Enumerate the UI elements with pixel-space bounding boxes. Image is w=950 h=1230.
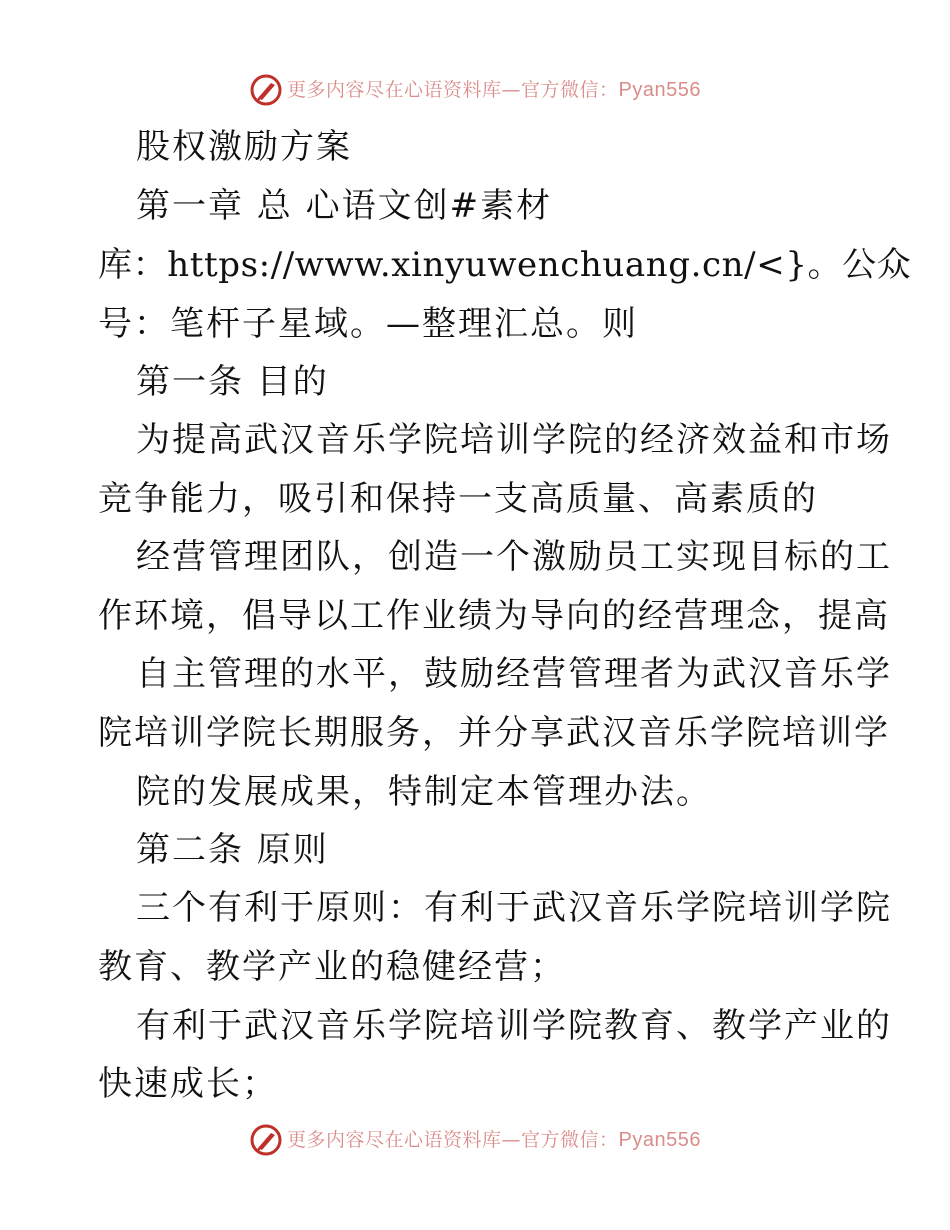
footer-watermark-text: 更多内容尽在心语资料库—官方微信：Pyan556 <box>287 1129 701 1151</box>
text-line: 院的发展成果，特制定本管理办法。 <box>136 772 712 812</box>
text-line: 三个有利于原则：有利于武汉音乐学院培训学院 <box>136 888 892 928</box>
text-line: 作环境，倡导以工作业绩为导向的经营理念，提高 <box>98 596 890 636</box>
header-watermark-banner <box>0 70 950 110</box>
text-line: 自主管理的水平，鼓励经营管理者为武汉音乐学 <box>136 654 892 694</box>
text-line: 竞争能力，吸引和保持一支高质量、高素质的 <box>98 479 818 519</box>
quill-logo-icon <box>249 73 283 107</box>
text-line: 有利于武汉音乐学院培训学院教育、教学产业的 <box>136 1006 892 1046</box>
text-line: 院培训学院长期服务，并分享武汉音乐学院培训学 <box>98 713 890 753</box>
text-line: 快速成长； <box>98 1064 278 1104</box>
text-line: 为提高武汉音乐学院培训学院的经济效益和市场 <box>136 420 892 460</box>
article-heading: 第一条 目的 <box>136 362 329 402</box>
text-line: 教育、教学产业的稳健经营； <box>98 947 566 987</box>
document-title: 股权激励方案 <box>136 127 352 167</box>
chapter-heading: 第一章 总 心语文创#素材 <box>136 186 553 226</box>
text-line: 号：笔杆子星域。—整理汇总。则 <box>98 304 638 344</box>
article-heading: 第二条 原则 <box>136 830 329 870</box>
footer-watermark-banner <box>0 1120 950 1160</box>
text-line: 经营管理团队，创造一个激励员工实现目标的工 <box>136 537 892 577</box>
text-line: 库：https://www.xinyuwenchuang.cn/<}。公众 <box>98 245 912 285</box>
quill-logo-icon <box>249 1123 283 1157</box>
header-watermark-text: 更多内容尽在心语资料库—官方微信：Pyan556 <box>287 79 701 101</box>
